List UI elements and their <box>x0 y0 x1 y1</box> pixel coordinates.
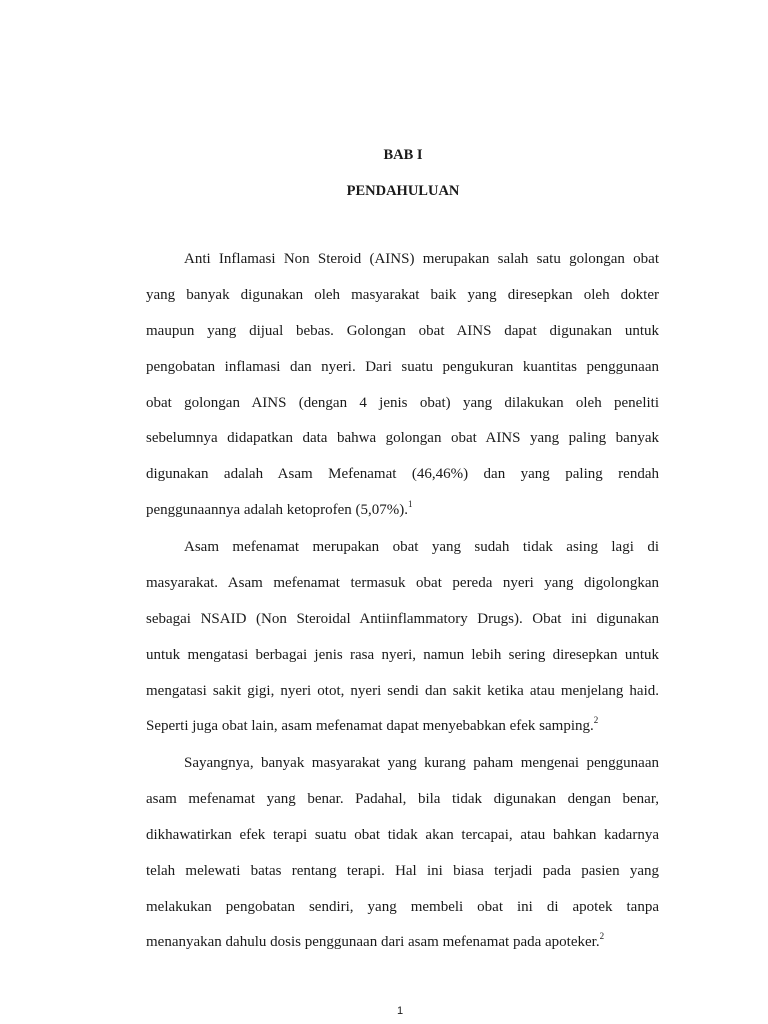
text-line <box>146 746 659 782</box>
text-line <box>146 530 659 566</box>
text-line <box>146 457 659 493</box>
text-line <box>146 925 659 961</box>
text-line <box>146 242 659 278</box>
line-text: melakukan pengobatan sendiri, yang membeli obat ini di apotek tanpa <box>146 898 659 915</box>
line-text: penggunaannya adalah ketoprofen (5,07%). <box>146 502 408 519</box>
line-text: Anti Inflamasi Non Steroid (AINS) merupakan salah satu golongan obat <box>184 251 659 267</box>
line-text: Asam mefenamat merupakan obat yang sudah tidak asing lagi di <box>184 539 659 555</box>
footnote-reference: 1 <box>407 499 413 510</box>
line-text: masyarakat. Asam mefenamat termasuk obat pereda nyeri yang digolongkan <box>146 574 659 591</box>
page-number: 1 <box>396 1005 404 1017</box>
text-line <box>146 421 659 457</box>
text-line <box>146 782 659 818</box>
line-text: sebelumnya didapatkan data bahwa golongan obat AINS yang paling banyak <box>146 430 659 447</box>
text-line <box>146 709 659 745</box>
text-line <box>146 386 659 422</box>
text-line <box>146 674 659 710</box>
paragraph-2 <box>146 530 659 745</box>
text-line <box>146 890 659 926</box>
text-line <box>146 566 659 602</box>
footnote-reference: 2 <box>593 715 599 726</box>
text-line <box>146 854 659 890</box>
text-line <box>146 602 659 638</box>
text-line <box>146 493 659 529</box>
paragraph-1 <box>146 242 659 529</box>
line-text: Sayangnya, banyak masyarakat yang kurang paham mengenai penggunaan <box>184 755 659 771</box>
text-line <box>146 638 659 674</box>
paragraph-3 <box>146 746 659 961</box>
line-text: asam mefenamat yang benar. Padahal, bila tidak digunakan dengan benar, <box>146 790 659 807</box>
line-text: telah melewati batas rentang terapi. Hal ini biasa terjadi pada pasien yang <box>146 862 659 879</box>
line-text: menanyakan dahulu dosis penggunaan dari asam mefenamat pada apoteker. <box>146 934 600 951</box>
line-text: Seperti juga obat lain, asam mefenamat dapat menyebabkan efek samping. <box>146 718 594 735</box>
line-text: dikhawatirkan efek terapi suatu obat tidak akan tercapai, atau bahkan kadarnya <box>146 826 659 843</box>
text-line <box>146 350 659 386</box>
line-text: obat golongan AINS (dengan 4 jenis obat) yang dilakukan oleh peneliti <box>146 394 659 411</box>
footnote-reference: 2 <box>599 931 605 942</box>
line-text: yang banyak digunakan oleh masyarakat baik yang diresepkan oleh dokter <box>146 286 659 303</box>
chapter-label: BAB I <box>383 147 423 163</box>
line-text: digunakan adalah Asam Mefenamat (46,46%) dan yang paling rendah <box>146 466 659 483</box>
chapter-title: PENDAHULUAN <box>346 183 460 199</box>
line-text: sebagai NSAID (Non Steroidal Antiinflammatory Drugs). Obat ini digunakan <box>146 610 659 627</box>
line-text: mengatasi sakit gigi, nyeri otot, nyeri sendi dan sakit ketika atau menjelang haid. <box>146 682 659 699</box>
line-text: maupun yang dijual bebas. Golongan obat AINS dapat digunakan untuk <box>146 322 659 339</box>
line-text: pengobatan inflamasi dan nyeri. Dari suatu pengukuran kuantitas penggunaan <box>146 358 659 375</box>
line-text: untuk mengatasi berbagai jenis rasa nyeri, namun lebih sering diresepkan untuk <box>146 646 659 663</box>
text-line <box>146 278 659 314</box>
text-line <box>146 314 659 350</box>
text-line <box>146 818 659 854</box>
